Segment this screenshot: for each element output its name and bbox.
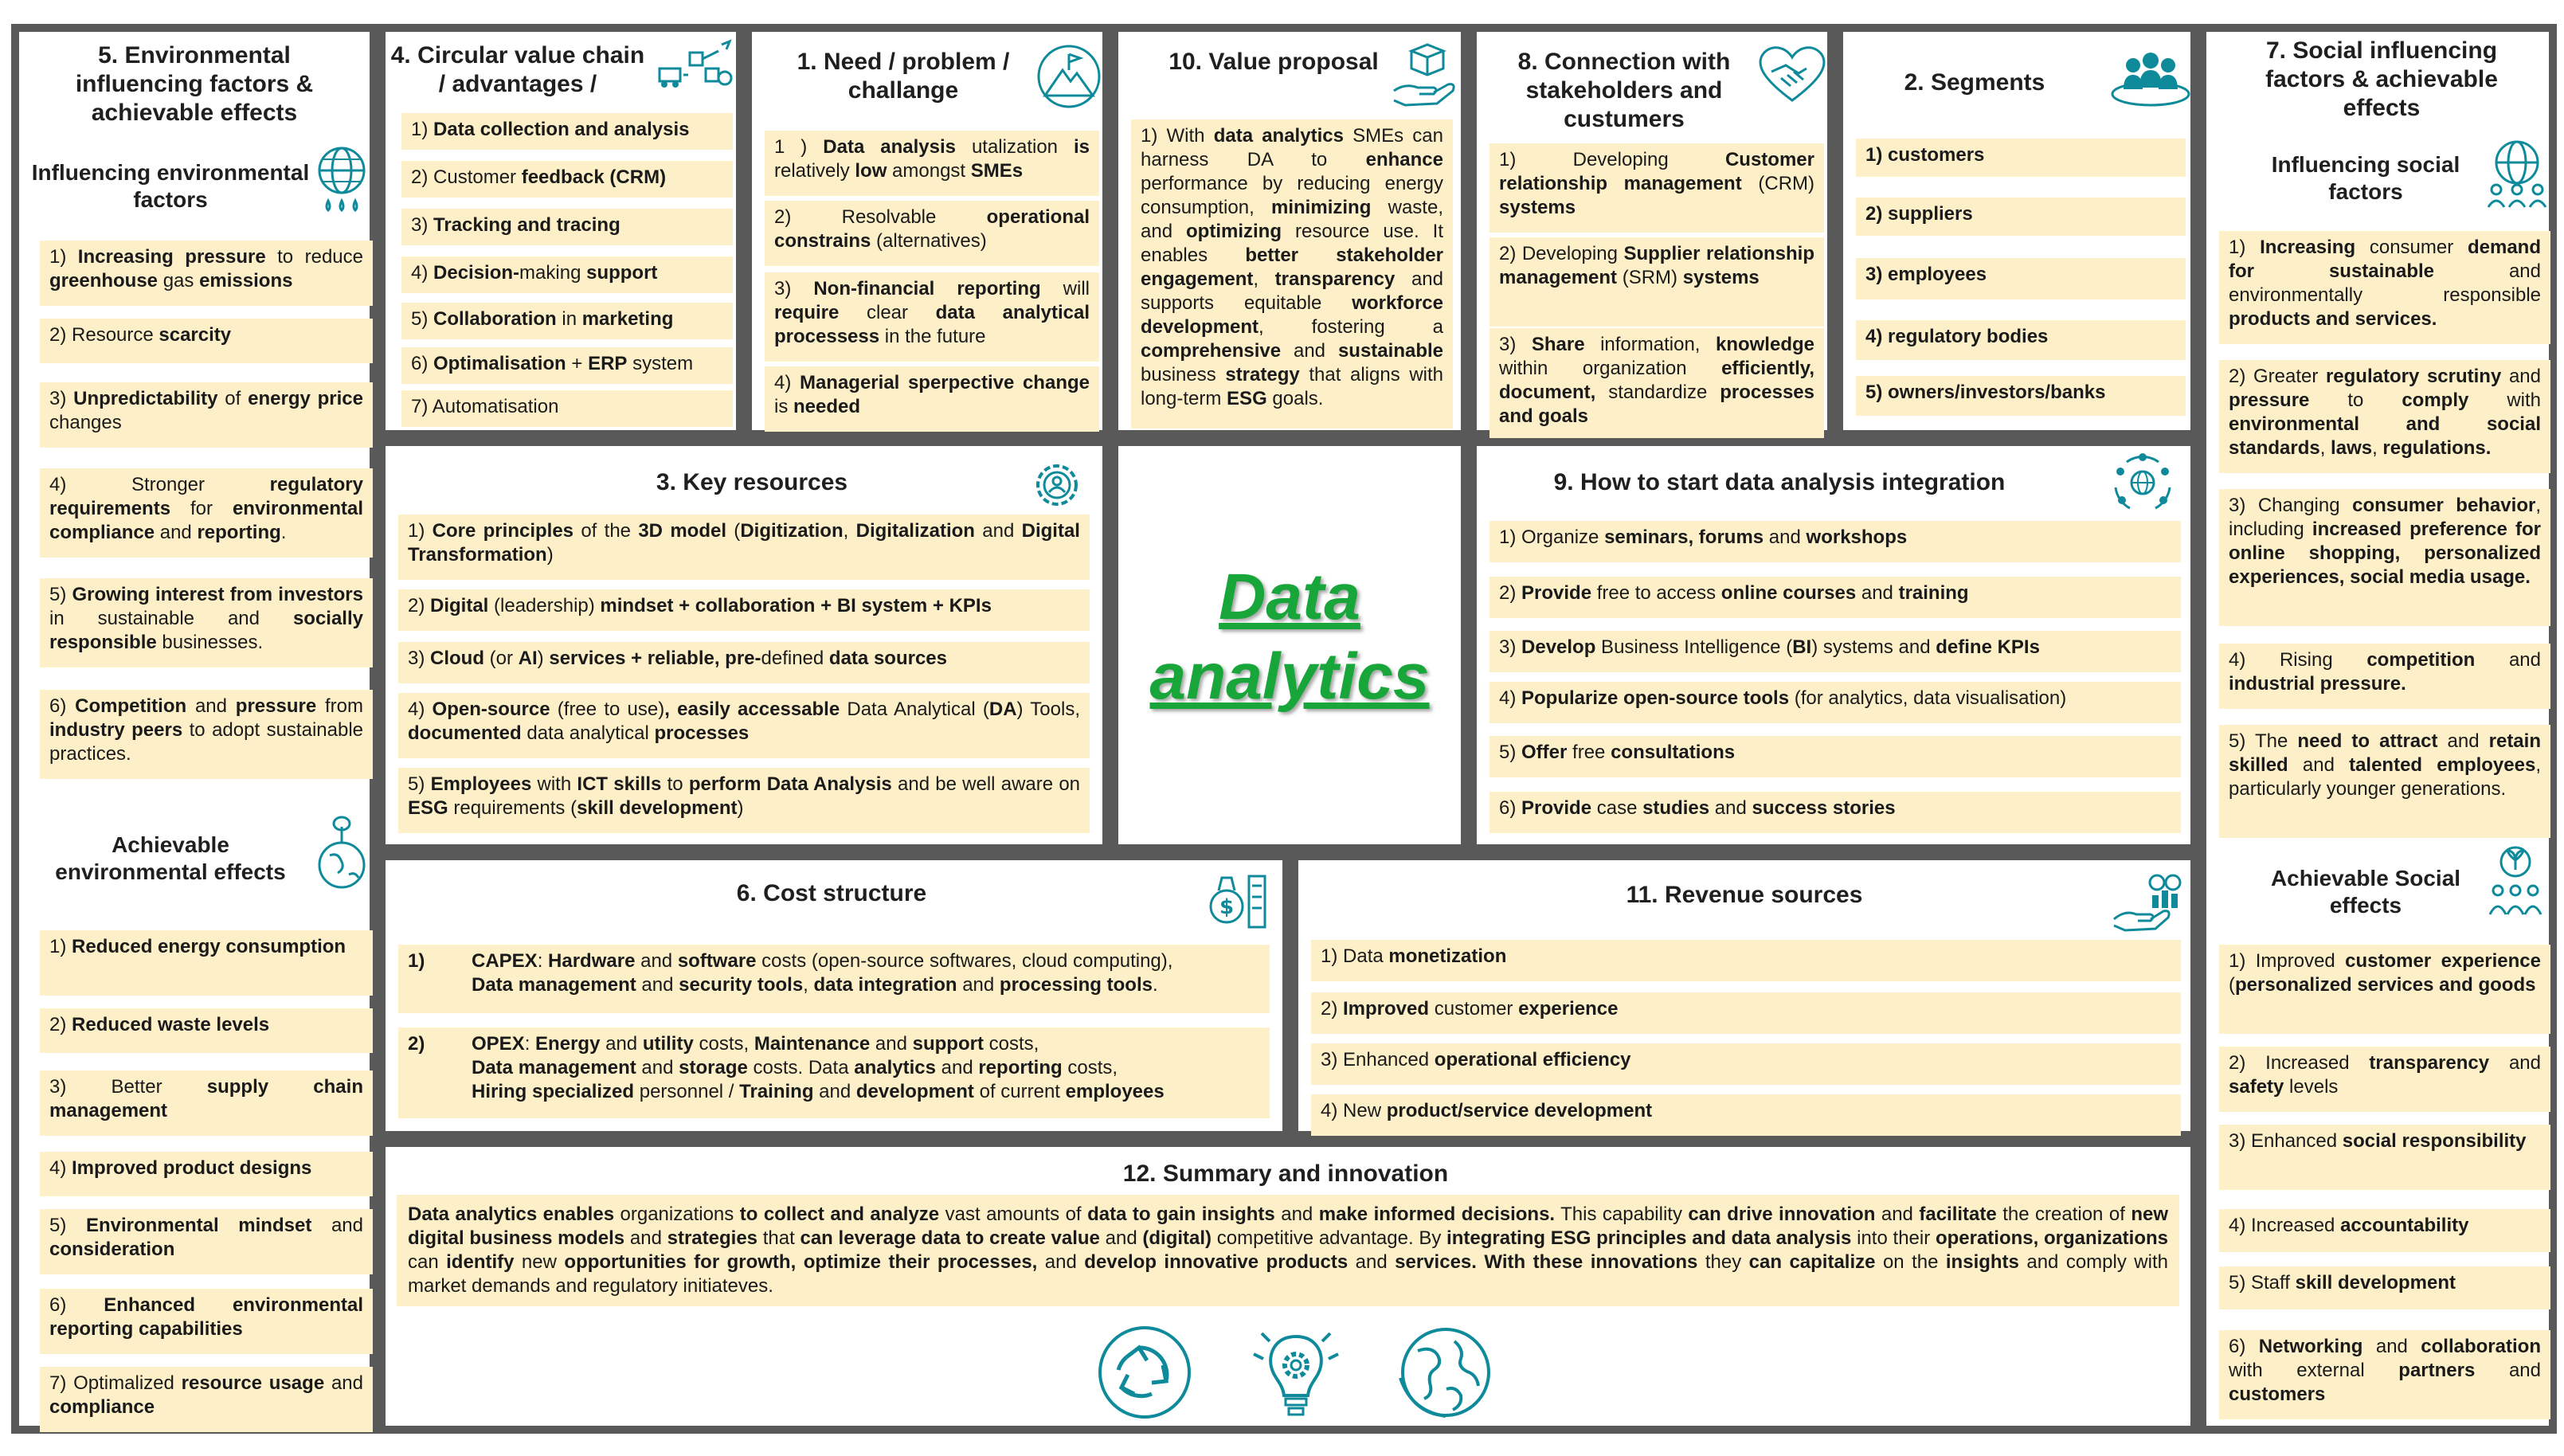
circular-item-6: 6) Optimalisation + ERP system — [401, 347, 733, 384]
need-item-4: 4) Managerial sperpective change is needed — [765, 366, 1099, 432]
panel-cost-structure — [378, 852, 1290, 1139]
cost-item-number: 2) — [408, 1033, 425, 1055]
panel-title: 9. How to start data analysis integration — [1553, 469, 2006, 495]
segment-item-5: 5) owners/investors/banks — [1856, 376, 2186, 416]
hand-coins-icon — [2111, 870, 2182, 933]
env-effect-6: 6) Enhanced environmental reporting capabilities — [40, 1289, 373, 1354]
panel-title: 2. Segments — [1904, 69, 2045, 96]
revenue-item-3: 3) Enhanced operational efficiency — [1311, 1043, 2181, 1085]
panel-environmental — [11, 24, 378, 1434]
start-item-3: 3) Develop Business Intelligence (BI) systems and define KPIs — [1489, 631, 2181, 672]
money-building-icon — [1203, 870, 1270, 933]
social-effect-6: 6) Networking and collaboration with external partners and customers — [2219, 1330, 2550, 1419]
env-factor-1: 1) Increasing pressure to reduce greenhouse gas emissions — [40, 241, 373, 306]
start-item-4: 4) Popularize open-source tools (for analytics, data visualisation) — [1489, 682, 2181, 723]
env-factor-4: 4) Stronger regulatory requirements for environmental compliance and reporting. — [40, 468, 373, 558]
env-effect-1: 1) Reduced energy consumption — [40, 930, 373, 996]
cost-item-text: OPEX: Energy and utility costs, Maintenance and support costs, Data management and storage costs. Data analytics and reporting costs, Hiring specialized personnel / Training and development of current employees — [472, 1033, 1165, 1102]
globe-rain-icon — [314, 145, 370, 217]
start-item-2: 2) Provide free to access online courses and training — [1489, 577, 2181, 618]
env-factor-5: 5) Growing interest from investors in sustainable and socially responsible businesses. — [40, 578, 373, 667]
segment-item-3: 3) employees — [1856, 258, 2186, 299]
cost-item-number: 1) — [408, 950, 425, 972]
env-effect-7: 7) Optimalized resource usage and compliance — [40, 1367, 373, 1432]
cost-item-2 — [398, 1027, 1270, 1118]
panel-key-resources — [378, 438, 1110, 852]
env-effect-5: 5) Environmental mindset and consideration — [40, 1209, 373, 1274]
gear-people-icon — [1029, 457, 1085, 513]
start-item-5: 5) Offer free consultations — [1489, 736, 2181, 777]
panel-segments — [1835, 24, 2198, 438]
need-item-1: 1 ) Data analysis utalization is relatively low amongst SMEs — [765, 131, 1099, 196]
panel-center-title — [1110, 438, 1469, 852]
earth-icon — [1396, 1322, 1496, 1423]
social-factor-1: 1) Increasing consumer demand for sustainable and environmentally responsible products and services. — [2219, 231, 2550, 344]
resource-item-1: 1) Core principles of the 3D model (Digitization, Digitalization and Digital Transformation) — [398, 515, 1090, 580]
need-item-2: 2) Resolvable operational constrains (alternatives) — [765, 201, 1099, 266]
env-effect-4: 4) Improved product designs — [40, 1152, 373, 1196]
resource-item-5: 5) Employees with ICT skills to perform Data Analysis and be well aware on ESG requirements (skill development) — [398, 768, 1090, 833]
social-factor-3: 3) Changing consumer behavior, including increased preference for online shopping, personalized experiences, social media usage. — [2219, 489, 2550, 626]
panel-title: 10. Value proposal — [1168, 49, 1379, 75]
panel-title: 12. Summary and innovation — [1122, 1160, 1449, 1187]
subsection-title: Achievable Social effects — [2270, 866, 2461, 918]
svg-text:$: $ — [1219, 895, 1235, 919]
panel-connection-stakeholders — [1469, 24, 1835, 438]
panel-social — [2198, 24, 2557, 1434]
panel-summary — [378, 1139, 2198, 1434]
user-group-icon — [2109, 46, 2192, 110]
cost-item-1 — [398, 945, 1270, 1013]
mountain-flag-icon — [1035, 43, 1102, 110]
env-factor-2: 2) Resource scarcity — [40, 319, 373, 363]
recycle-icon — [1094, 1322, 1195, 1423]
circular-item-7: 7) Automatisation — [401, 390, 733, 427]
hand-box-icon — [1389, 41, 1461, 110]
people-globe-icon — [2485, 139, 2549, 210]
delivery-chain-icon — [656, 37, 736, 100]
cost-item-text: CAPEX: Hardware and software costs (open-source softwares, cloud computing), Data management and security tools, data integration and processing tools. — [472, 950, 1173, 996]
need-item-3: 3) Non-financial reporting will require clear data analytical processess in the future — [765, 272, 1099, 362]
panel-title: 11. Revenue sources — [1626, 882, 1863, 908]
resource-item-2: 2) Digital (leadership) mindset + collaboration + BI system + KPIs — [398, 589, 1090, 631]
segment-item-2: 2) suppliers — [1856, 198, 2186, 236]
social-effect-5: 5) Staff skill development — [2219, 1266, 2550, 1309]
panel-need-problem — [744, 24, 1110, 438]
connection-item-3: 3) Share information, knowledge within organization efficiently, document, standardize processes and goals — [1489, 328, 1824, 441]
panel-title: 5. Environmental influencing factors & achievable effects — [75, 42, 314, 126]
panel-title: 8. Connection with stakeholders and custumers — [1517, 49, 1731, 132]
network-globe-icon — [2111, 451, 2175, 515]
subsection-title: Achievable environmental effects — [55, 832, 286, 884]
subsection-title: Influencing social factors — [2271, 152, 2460, 204]
bulb-gear-icon — [1246, 1322, 1346, 1423]
start-item-6: 6) Provide case studies and success stories — [1489, 792, 2181, 833]
resource-item-4: 4) Open-source (free to use), easily accessable Data Analytical (DA) Tools, documented data analytical processes — [398, 693, 1090, 758]
tree-globe-icon — [314, 816, 370, 895]
connection-item-2: 2) Developing Supplier relationship management (SRM) systems — [1489, 237, 1824, 327]
circular-item-4: 4) Decision-making support — [401, 256, 733, 293]
env-effect-2: 2) Reduced waste levels — [40, 1008, 373, 1053]
social-effect-3: 3) Enhanced social responsibility — [2219, 1125, 2550, 1190]
panel-title: 3. Key resources — [656, 469, 848, 495]
revenue-item-4: 4) New product/service development — [1311, 1094, 2181, 1136]
circular-item-3: 3) Tracking and tracing — [401, 209, 733, 245]
revenue-item-1: 1) Data monetization — [1311, 940, 2181, 981]
revenue-item-2: 2) Improved customer experience — [1311, 992, 2181, 1034]
segment-item-4: 4) regulatory bodies — [1856, 320, 2186, 360]
resource-item-3: 3) Cloud (or AI) services + reliable, pre-defined data sources — [398, 642, 1090, 683]
summary-text: Data analytics enables organizations to collect and analyze vast amounts of data to gain insights and make informed decisions. This capability can drive innovation and facilitate the creation of new digital business models and strategies that can leverage data to create value and (digital) competitive advantage. By integrating ESG principles and data analysis into their operations, organizations can identify new opportunities for growth, optimize their processes, and develop innovative products and services. With these innovations they can capitalize on the insights and comply with market demands and regulatory initiateves. — [397, 1195, 2179, 1306]
social-factor-4: 4) Rising competition and industrial pressure. — [2219, 644, 2550, 709]
handshake-heart-icon — [1754, 41, 1830, 105]
panel-title: 7. Social influencing factors & achievable effects — [2265, 37, 2498, 121]
circular-item-5: 5) Collaboration in marketing — [401, 303, 733, 339]
center-title: Data analytics — [1149, 561, 1430, 713]
panel-revenue-sources — [1290, 852, 2198, 1139]
panel-how-to-start — [1469, 438, 2198, 852]
social-effect-2: 2) Increased transparency and safety levels — [2219, 1047, 2550, 1112]
panel-value-proposal — [1110, 24, 1469, 438]
env-factor-3: 3) Unpredictability of energy price changes — [40, 382, 373, 448]
circular-item-2: 2) Customer feedback (CRM) — [401, 161, 733, 198]
social-effect-4: 4) Increased accountability — [2219, 1209, 2550, 1252]
env-factor-6: 6) Competition and pressure from industry peers to adopt sustainable practices. — [40, 690, 373, 779]
social-effect-1: 1) Improved customer experience (personalized services and goods — [2219, 945, 2550, 1034]
hand-sprout-icon — [2485, 843, 2546, 919]
circular-item-1: 1) Data collection and analysis — [401, 113, 733, 150]
panel-title: 4. Circular value chain / advantages / — [390, 42, 645, 97]
subsection-title: Influencing environmental factors — [31, 160, 310, 212]
panel-title: 6. Cost structure — [736, 880, 927, 906]
panel-title: 1. Need / problem / challange — [797, 49, 1010, 104]
env-effect-3: 3) Better supply chain management — [40, 1070, 373, 1136]
segment-item-1: 1) customers — [1856, 139, 2186, 177]
panel-circular-value-chain — [378, 24, 744, 438]
connection-item-1: 1) Developing Customer relationship management (CRM) systems — [1489, 143, 1824, 233]
start-item-1: 1) Organize seminars, forums and workshops — [1489, 521, 2181, 562]
value-text: 1) With data analytics SMEs can harness DA to enhance performance by reducing energy consumption, minimizing waste, and optimizing resource use. It enables better stakeholder engagement, transparency and supports equitable workforce development, fostering a comprehensive and sustainable business strategy that aligns with long-term ESG goals. — [1131, 119, 1453, 429]
social-factor-5: 5) The need to attract and retain skilled and talented employees, particularly younger generations. — [2219, 725, 2550, 838]
social-factor-2: 2) Greater regulatory scrutiny and pressure to comply with environmental and social standards, laws, regulations. — [2219, 360, 2550, 473]
